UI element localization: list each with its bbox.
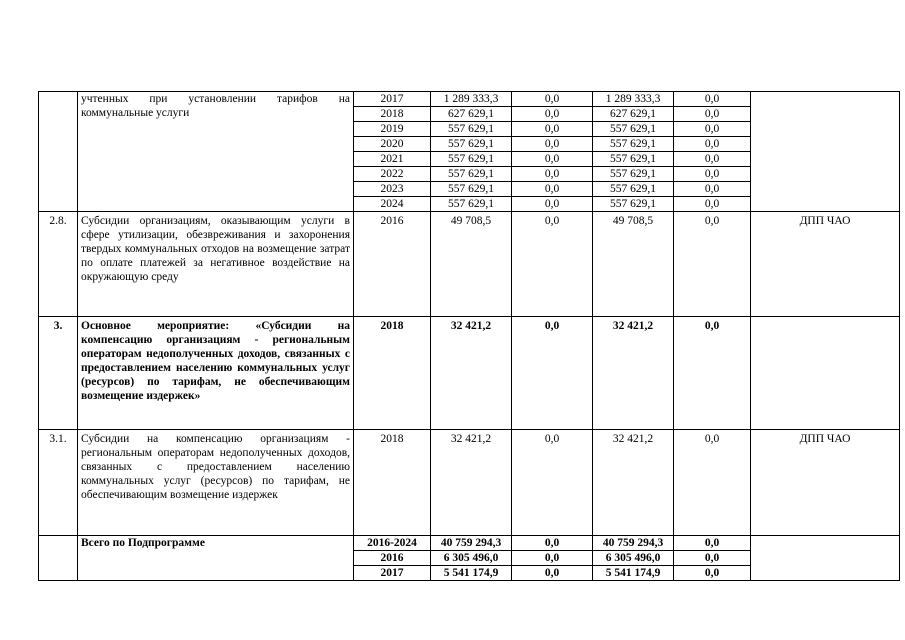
total-cell: 557 629,1 (431, 137, 512, 152)
table-row (39, 430, 900, 536)
executor-cell (751, 92, 900, 212)
funding-cell-2: 40 759 294,3 (593, 536, 674, 551)
funding-cell-3: 0,0 (674, 212, 751, 317)
year-cell: 2024 (354, 197, 431, 212)
year-cell: 2023 (354, 182, 431, 197)
funding-cell-3: 0,0 (674, 551, 751, 566)
funding-cell-1: 0,0 (512, 182, 593, 197)
total-cell: 557 629,1 (431, 152, 512, 167)
year-cell: 2016 (354, 212, 431, 317)
funding-cell-3: 0,0 (674, 317, 751, 430)
total-cell: 1 289 333,3 (431, 92, 512, 107)
funding-cell-1: 0,0 (512, 197, 593, 212)
row-description: учтенных при установлении тарифов на коммунальные услуги (78, 92, 354, 212)
year-cell: 2018 (354, 317, 431, 430)
funding-cell-2: 49 708,5 (593, 212, 674, 317)
table-row (39, 92, 900, 107)
funding-cell-2: 1 289 333,3 (593, 92, 674, 107)
funding-cell-1: 0,0 (512, 152, 593, 167)
budget-table (38, 91, 900, 581)
year-cell: 2017 (354, 566, 431, 581)
year-cell: 2018 (354, 430, 431, 536)
row-description: Основное мероприятие: «Субсидии на компенсацию организациям - региональным операторам недополученных доходов, связанных с предоставлением населению коммунальных услуг (ресурсов) по тарифам, не обеспечивающим возмещение издержек» (78, 317, 354, 430)
funding-cell-1: 0,0 (512, 107, 593, 122)
funding-cell-3: 0,0 (674, 182, 751, 197)
funding-cell-2: 557 629,1 (593, 152, 674, 167)
year-cell: 2019 (354, 122, 431, 137)
total-cell: 627 629,1 (431, 107, 512, 122)
funding-cell-1: 0,0 (512, 92, 593, 107)
year-cell: 2021 (354, 152, 431, 167)
total-cell: 32 421,2 (431, 430, 512, 536)
funding-cell-2: 5 541 174,9 (593, 566, 674, 581)
total-cell: 557 629,1 (431, 122, 512, 137)
executor-cell (751, 317, 900, 430)
total-cell: 6 305 496,0 (431, 551, 512, 566)
funding-cell-3: 0,0 (674, 107, 751, 122)
row-description: Субсидии организациям, оказывающим услуги в сфере утилизации, обезвреживания и захоронения твердых коммунальных отходов на возмещение затрат по оплате платежей за негативное воздействие на окружающую среду (78, 212, 354, 317)
funding-cell-1: 0,0 (512, 430, 593, 536)
year-cell: 2020 (354, 137, 431, 152)
total-cell: 49 708,5 (431, 212, 512, 317)
year-cell: 2022 (354, 167, 431, 182)
funding-cell-1: 0,0 (512, 551, 593, 566)
funding-cell-3: 0,0 (674, 536, 751, 551)
funding-cell-2: 557 629,1 (593, 197, 674, 212)
funding-cell-1: 0,0 (512, 566, 593, 581)
funding-cell-3: 0,0 (674, 167, 751, 182)
funding-cell-3: 0,0 (674, 137, 751, 152)
funding-cell-3: 0,0 (674, 566, 751, 581)
row-number (39, 536, 78, 581)
total-cell: 32 421,2 (431, 317, 512, 430)
funding-cell-3: 0,0 (674, 430, 751, 536)
total-cell: 557 629,1 (431, 197, 512, 212)
funding-cell-3: 0,0 (674, 92, 751, 107)
funding-cell-1: 0,0 (512, 137, 593, 152)
funding-cell-2: 32 421,2 (593, 317, 674, 430)
table-row (39, 536, 900, 551)
total-cell: 40 759 294,3 (431, 536, 512, 551)
year-cell: 2016-2024 (354, 536, 431, 551)
funding-cell-1: 0,0 (512, 212, 593, 317)
funding-cell-3: 0,0 (674, 152, 751, 167)
executor-cell: ДПП ЧАО (751, 212, 900, 317)
funding-cell-3: 0,0 (674, 122, 751, 137)
table-row (39, 317, 900, 430)
total-cell: 5 541 174,9 (431, 566, 512, 581)
funding-cell-1: 0,0 (512, 122, 593, 137)
row-number: 2.8. (39, 212, 78, 317)
year-cell: 2017 (354, 92, 431, 107)
funding-cell-3: 0,0 (674, 197, 751, 212)
total-cell: 557 629,1 (431, 182, 512, 197)
funding-cell-2: 557 629,1 (593, 122, 674, 137)
funding-cell-1: 0,0 (512, 536, 593, 551)
table-row (39, 212, 900, 317)
funding-cell-2: 32 421,2 (593, 430, 674, 536)
row-description: Субсидии на компенсацию организациям - региональным операторам недополученных доходов, связанных с предоставлением населению коммунальных услуг (ресурсов) по тарифам, не обеспечивающим возмещение издержек (78, 430, 354, 536)
row-number: 3.1. (39, 430, 78, 536)
funding-cell-2: 557 629,1 (593, 137, 674, 152)
executor-cell (751, 536, 900, 581)
total-cell: 557 629,1 (431, 167, 512, 182)
row-description: Всего по Подпрограмме (78, 536, 354, 581)
row-number (39, 92, 78, 212)
funding-cell-2: 6 305 496,0 (593, 551, 674, 566)
year-cell: 2016 (354, 551, 431, 566)
funding-cell-2: 557 629,1 (593, 182, 674, 197)
executor-cell: ДПП ЧАО (751, 430, 900, 536)
row-number: 3. (39, 317, 78, 430)
funding-cell-1: 0,0 (512, 167, 593, 182)
funding-cell-1: 0,0 (512, 317, 593, 430)
funding-cell-2: 627 629,1 (593, 107, 674, 122)
funding-cell-2: 557 629,1 (593, 167, 674, 182)
year-cell: 2018 (354, 107, 431, 122)
